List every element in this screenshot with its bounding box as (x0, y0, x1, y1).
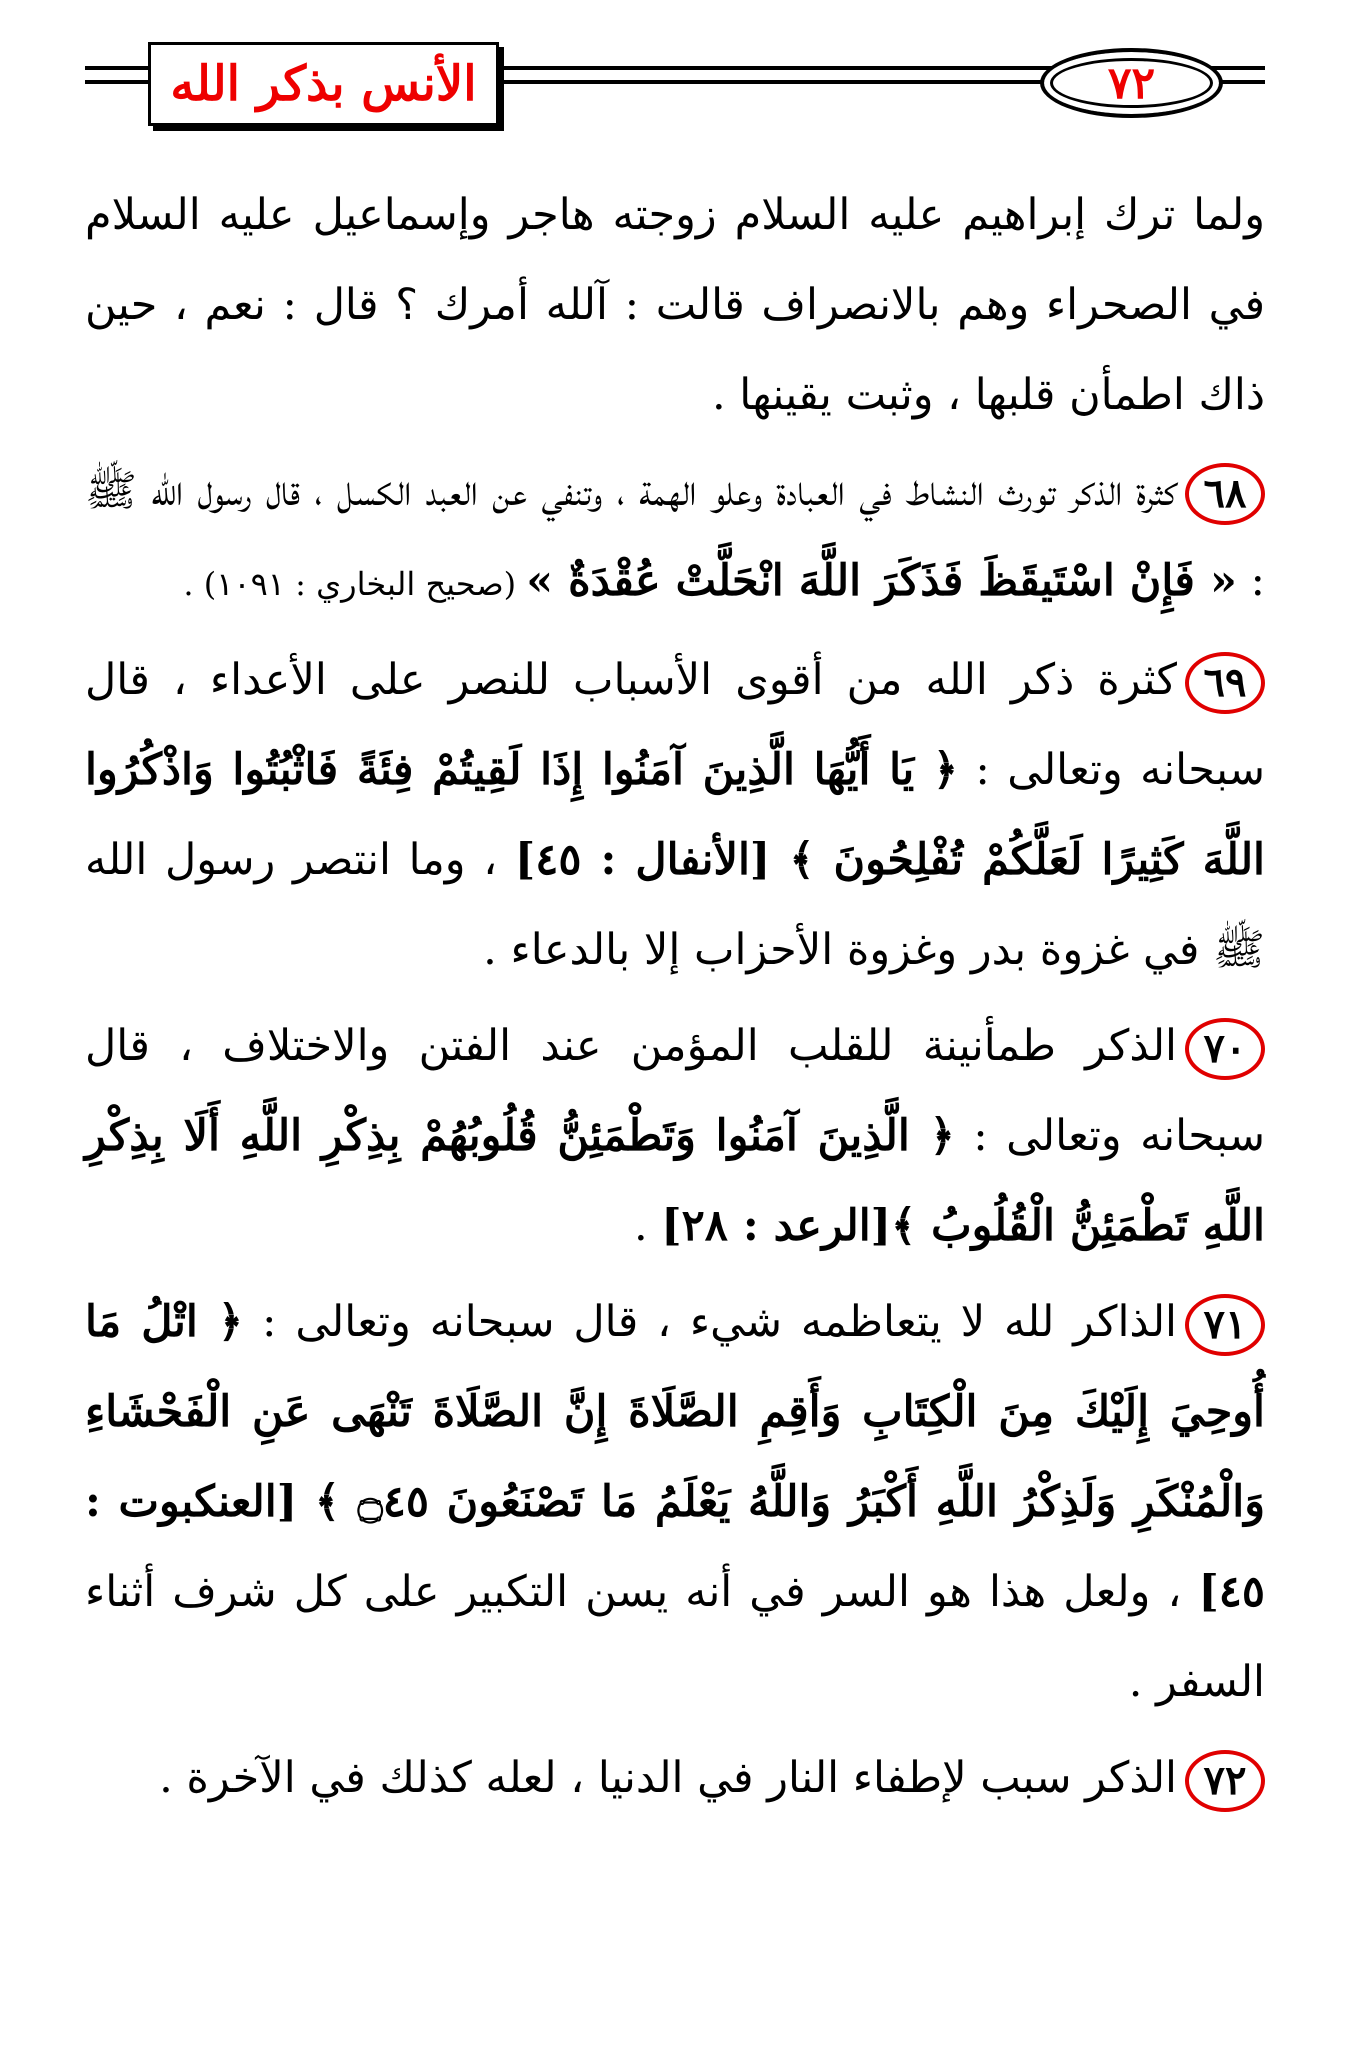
source-reference: (صحيح البخاري : ١٠٩١) . (183, 565, 527, 603)
paragraph-text: الذكر سبب لإطفاء النار في الدنيا ، لعله كذلك في الآخرة . (159, 1753, 1177, 1803)
paragraph-text-continued: ، وما انتصر رسول الله ﷺ في غزوة بدر وغزوة الأحزاب إلا بالدعاء . (85, 835, 1265, 975)
item-number-badge: ٧٠ (1185, 1018, 1265, 1080)
page-number-oval (1040, 48, 1223, 118)
page-body (85, 170, 1265, 1823)
paragraph-text: كثرة ذكر الله من أقوى الأسباب للنصر على الأعداء ، قال سبحانه وتعالى : (85, 655, 1265, 795)
page-header (0, 0, 1356, 140)
paragraph-text: ولما ترك إبراهيم عليه السلام زوجته هاجر وإسماعيل عليه السلام في الصحراء وهم بالانصراف قالت : آلله أمرك ؟ قال : نعم ، حين ذاك اطمأن قلبها ، وثبت يقينها . (85, 190, 1265, 420)
paragraph-text-continued: ، ولعل هذا هو السر في أنه يسن التكبير على كل شرف أثناء السفر . (85, 1567, 1265, 1707)
paragraph-intro (85, 170, 1265, 440)
paragraph-text-continued: . (633, 1201, 662, 1251)
item-number-badge: ٧٢ (1185, 1750, 1265, 1812)
running-title-box (148, 42, 499, 126)
source-reference: [العنكبوت : ٤٥] (85, 1477, 1265, 1617)
item-number-badge: ٧١ (1185, 1294, 1265, 1356)
paragraph-71 (85, 1277, 1265, 1727)
paragraph-69 (85, 635, 1265, 995)
paragraph-text: الذكر طمأنينة للقلب المؤمن عند الفتن والاختلاف ، قال سبحانه وتعالى : (85, 1021, 1265, 1161)
hadith-quote: « فَإِنْ اسْتَيقَظَ فَذَكَرَ اللَّهَ انْحَلَّتْ عُقْدَةٌ » (526, 556, 1237, 606)
paragraph-text: كثرة الذكر تورث النشاط في العبادة وعلو الهمة ، وتنفي عن العبد الكسل ، قال رسول الله ﷺ : (85, 466, 1265, 606)
quran-quote: ﴿ الَّذِينَ آمَنُوا وَتَطْمَئِنُّ قُلُوبُهُمْ بِذِكْرِ اللَّهِ أَلَا بِذِكْرِ اللَّهِ تَطْمَئِنُّ الْقُلُوبُ ﴾ (85, 1111, 1265, 1251)
item-number-badge: ٦٨ (1185, 463, 1265, 525)
item-number-badge: ٦٩ (1185, 652, 1265, 714)
quran-quote: ﴿ يَا أَيُّهَا الَّذِينَ آمَنُوا إِذَا لَقِيتُمْ فِئَةً فَاثْبُتُوا وَاذْكُرُوا اللَّهَ كَثِيرًا لَعَلَّكُمْ تُفْلِحُونَ ﴾ (85, 745, 1265, 885)
page-number: ٧٢ (1107, 57, 1156, 109)
source-reference: [الرعد : ٢٨] (661, 1201, 892, 1251)
source-reference: [الأنفال : ٤٥] (514, 835, 790, 885)
paragraph-text: الذاكر لله لا يتعاظمه شيء ، قال سبحانه وتعالى : (243, 1297, 1178, 1347)
paragraph-70 (85, 1001, 1265, 1271)
paragraph-68 (85, 446, 1265, 629)
running-title: الأنس بذكر الله (170, 56, 477, 112)
paragraph-72 (85, 1733, 1265, 1823)
quran-quote: ﴿ اتْلُ مَا أُوحِيَ إِلَيْكَ مِنَ الْكِتَابِ وَأَقِمِ الصَّلَاةَ إِنَّ الصَّلَاةَ تَنْهَى عَنِ الْفَحْشَاءِ وَالْمُنْكَرِ وَلَذِكْرُ اللَّهِ أَكْبَرُ وَاللَّهُ يَعْلَمُ مَا تَصْنَعُونَ ۝٤٥ ﴾ (85, 1297, 1266, 1527)
